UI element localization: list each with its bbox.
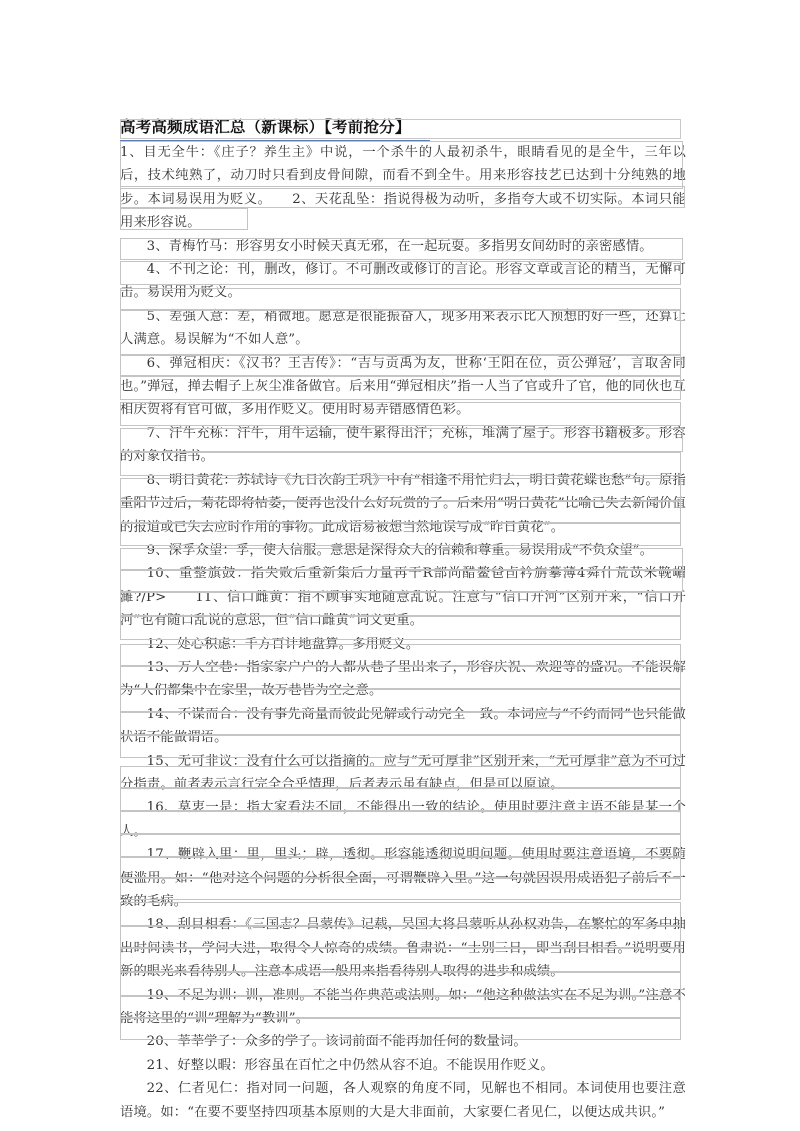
idiom-paragraph: 8、明日黄花：苏轼诗《九日次韵王巩》中有“相逢不用忙归去，明日黄花蝶也愁”句。原指重阳节过后，菊花即将枯萎，便再也没什么好玩赏的了。后来用“明日黄花”比喻已失去新闻价值的报道或已失去应时作用的事物。此成语易被想当然地误写成“昨日黄花”。 bbox=[120, 472, 686, 535]
idiom-paragraph: 1、目无全牛：《庄子？养生主》中说，一个杀牛的人最初杀牛，眼睛看见的是全牛，三年以后，技术纯熟了，动刀时只看到皮骨间隙，而看不到全牛。用来形容技艺已达到十分纯熟的地步。本词易误用为贬义。 2、天花乱坠：指说得极为动听，多指夸大或不切实际。本词只能用来形容说。 bbox=[120, 145, 686, 231]
idiom-paragraph: 14、不谋而合：没有事先商量而彼此见解或行动完全一致。本词应与“不约而同”也只能做状语不能做谓语。 bbox=[120, 706, 686, 746]
idiom-paragraph: 9、深孚众望：孚，使人信服。意思是深得众人的信赖和尊重。易误用成“不负众望”。 bbox=[146, 542, 654, 558]
idiom-paragraph: 20、莘莘学子：众多的学子。该词前面不能再加任何的数量词。 bbox=[146, 1034, 527, 1050]
idiom-paragraph: 12、处心积虑：千方百计地盘算。多用贬义。 bbox=[146, 636, 420, 652]
idiom-paragraph: 5、差强人意：差，稍微地。愿意是很能振奋人，现多用来表示比人预想的好一些，还算让人满意。易误解为“不如人意”。 bbox=[120, 308, 686, 348]
idiom-paragraph: 19、不足为训：训，准则。不能当作典范或法则。如：“他这种做法实在不足为训。”注意不能将这里的“训”理解为“教训”。 bbox=[120, 987, 686, 1027]
idiom-paragraph: 17、鞭辟入里：里，里头；辟，透彻。形容能透彻说明问题。使用时要注意语境，不要随便滥用。如：“他对这个问题的分析很全面，可谓鞭辟入里。”这一句就因误用成语犯了前后不一致的毛病。 bbox=[120, 847, 686, 909]
idiom-paragraph: 7、汗牛充栋：汗牛，用牛运输，使牛累得出汗；充栋，堆满了屋子。形容书籍极多。形容的对象仅指书。 bbox=[120, 425, 686, 465]
idiom-paragraph: 10、重整旗鼓：指失败后重新集后力量再干R部尚醋鳌爸卣衿旃摹薄4舜什荒苡米鞔嵋濉?/P> 11、信口雌黄：指不顾事实地随意乱说。注意与“信口开河”区别开来，“信口开河”也有随口乱说的意思，但“信口雌黄”词义更重。 bbox=[120, 566, 686, 629]
idiom-paragraph: 21、好整以暇：形容虽在百忙之中仍然从容不迫。不能误用作贬义。 bbox=[146, 1057, 554, 1073]
idiom-paragraph: 13、万人空巷：指家家户户的人都从巷子里出来了，形容庆祝、欢迎等的盛况。不能误解为“人们都集中在家里，故万巷皆为空之意。 bbox=[120, 659, 686, 699]
idiom-paragraph: 3、青梅竹马：形容男女小时候天真无邪，在一起玩耍。多指男女间幼时的亲密感情。 bbox=[146, 238, 653, 254]
idiom-paragraph: 15、无可非议：没有什么可以指摘的。应与“无可厚非”区别开来，“无可厚非”意为不可过分指责。前者表示言行完全合乎情理，后者表示虽有缺点，但是可以原谅。 bbox=[120, 753, 686, 792]
idiom-paragraph: 4、不刊之论：刊，删改，修订。不可删改或修订的言论。形容文章或言论的精当，无懈可击。易误用为贬义。 bbox=[120, 262, 686, 301]
idiom-paragraph: 6、弹冠相庆：《汉书？王吉传》：“吉与贡禹为友，世称‘王阳在位，贡公弹冠’，言取舍同也。”弹冠，掸去帽子上灰尘准备做官。后来用“弹冠相庆”指一人当了官或升了官，他的同伙也互相庆贺将有官可做，多用作贬义。使用时易弄错感情色彩。 bbox=[120, 355, 686, 418]
idiom-paragraph: 16、莫衷一是：指大家看法不同，不能得出一致的结论。使用时要注意主语不能是某一个人。 bbox=[120, 800, 686, 839]
idiom-paragraph: 22、仁者见仁：指对同一问题，各人观察的角度不同，见解也不相同。本词使用也要注意语境。如：“在要不要坚持四项基本原则的大是大非面前，大家要仁者见仁，以便达成共识。” bbox=[120, 1081, 686, 1120]
document-body bbox=[120, 141, 686, 1131]
idiom-paragraph: 18、刮目相看：《三国志？吕蒙传》记载，吴国大将吕蒙听从孙权劝告，在繁忙的军务中抽出时间读书，学问大进，取得令人惊奇的成绩。鲁肃说：“士别三日，即当刮目相看。”说明要用新的眼光来看待别人。注意本成语一般用来指看待别人取得的进步和成绩。 bbox=[120, 917, 686, 980]
document-title: 高考高频成语汇总（新课标）【考前抢分】 bbox=[120, 117, 411, 136]
